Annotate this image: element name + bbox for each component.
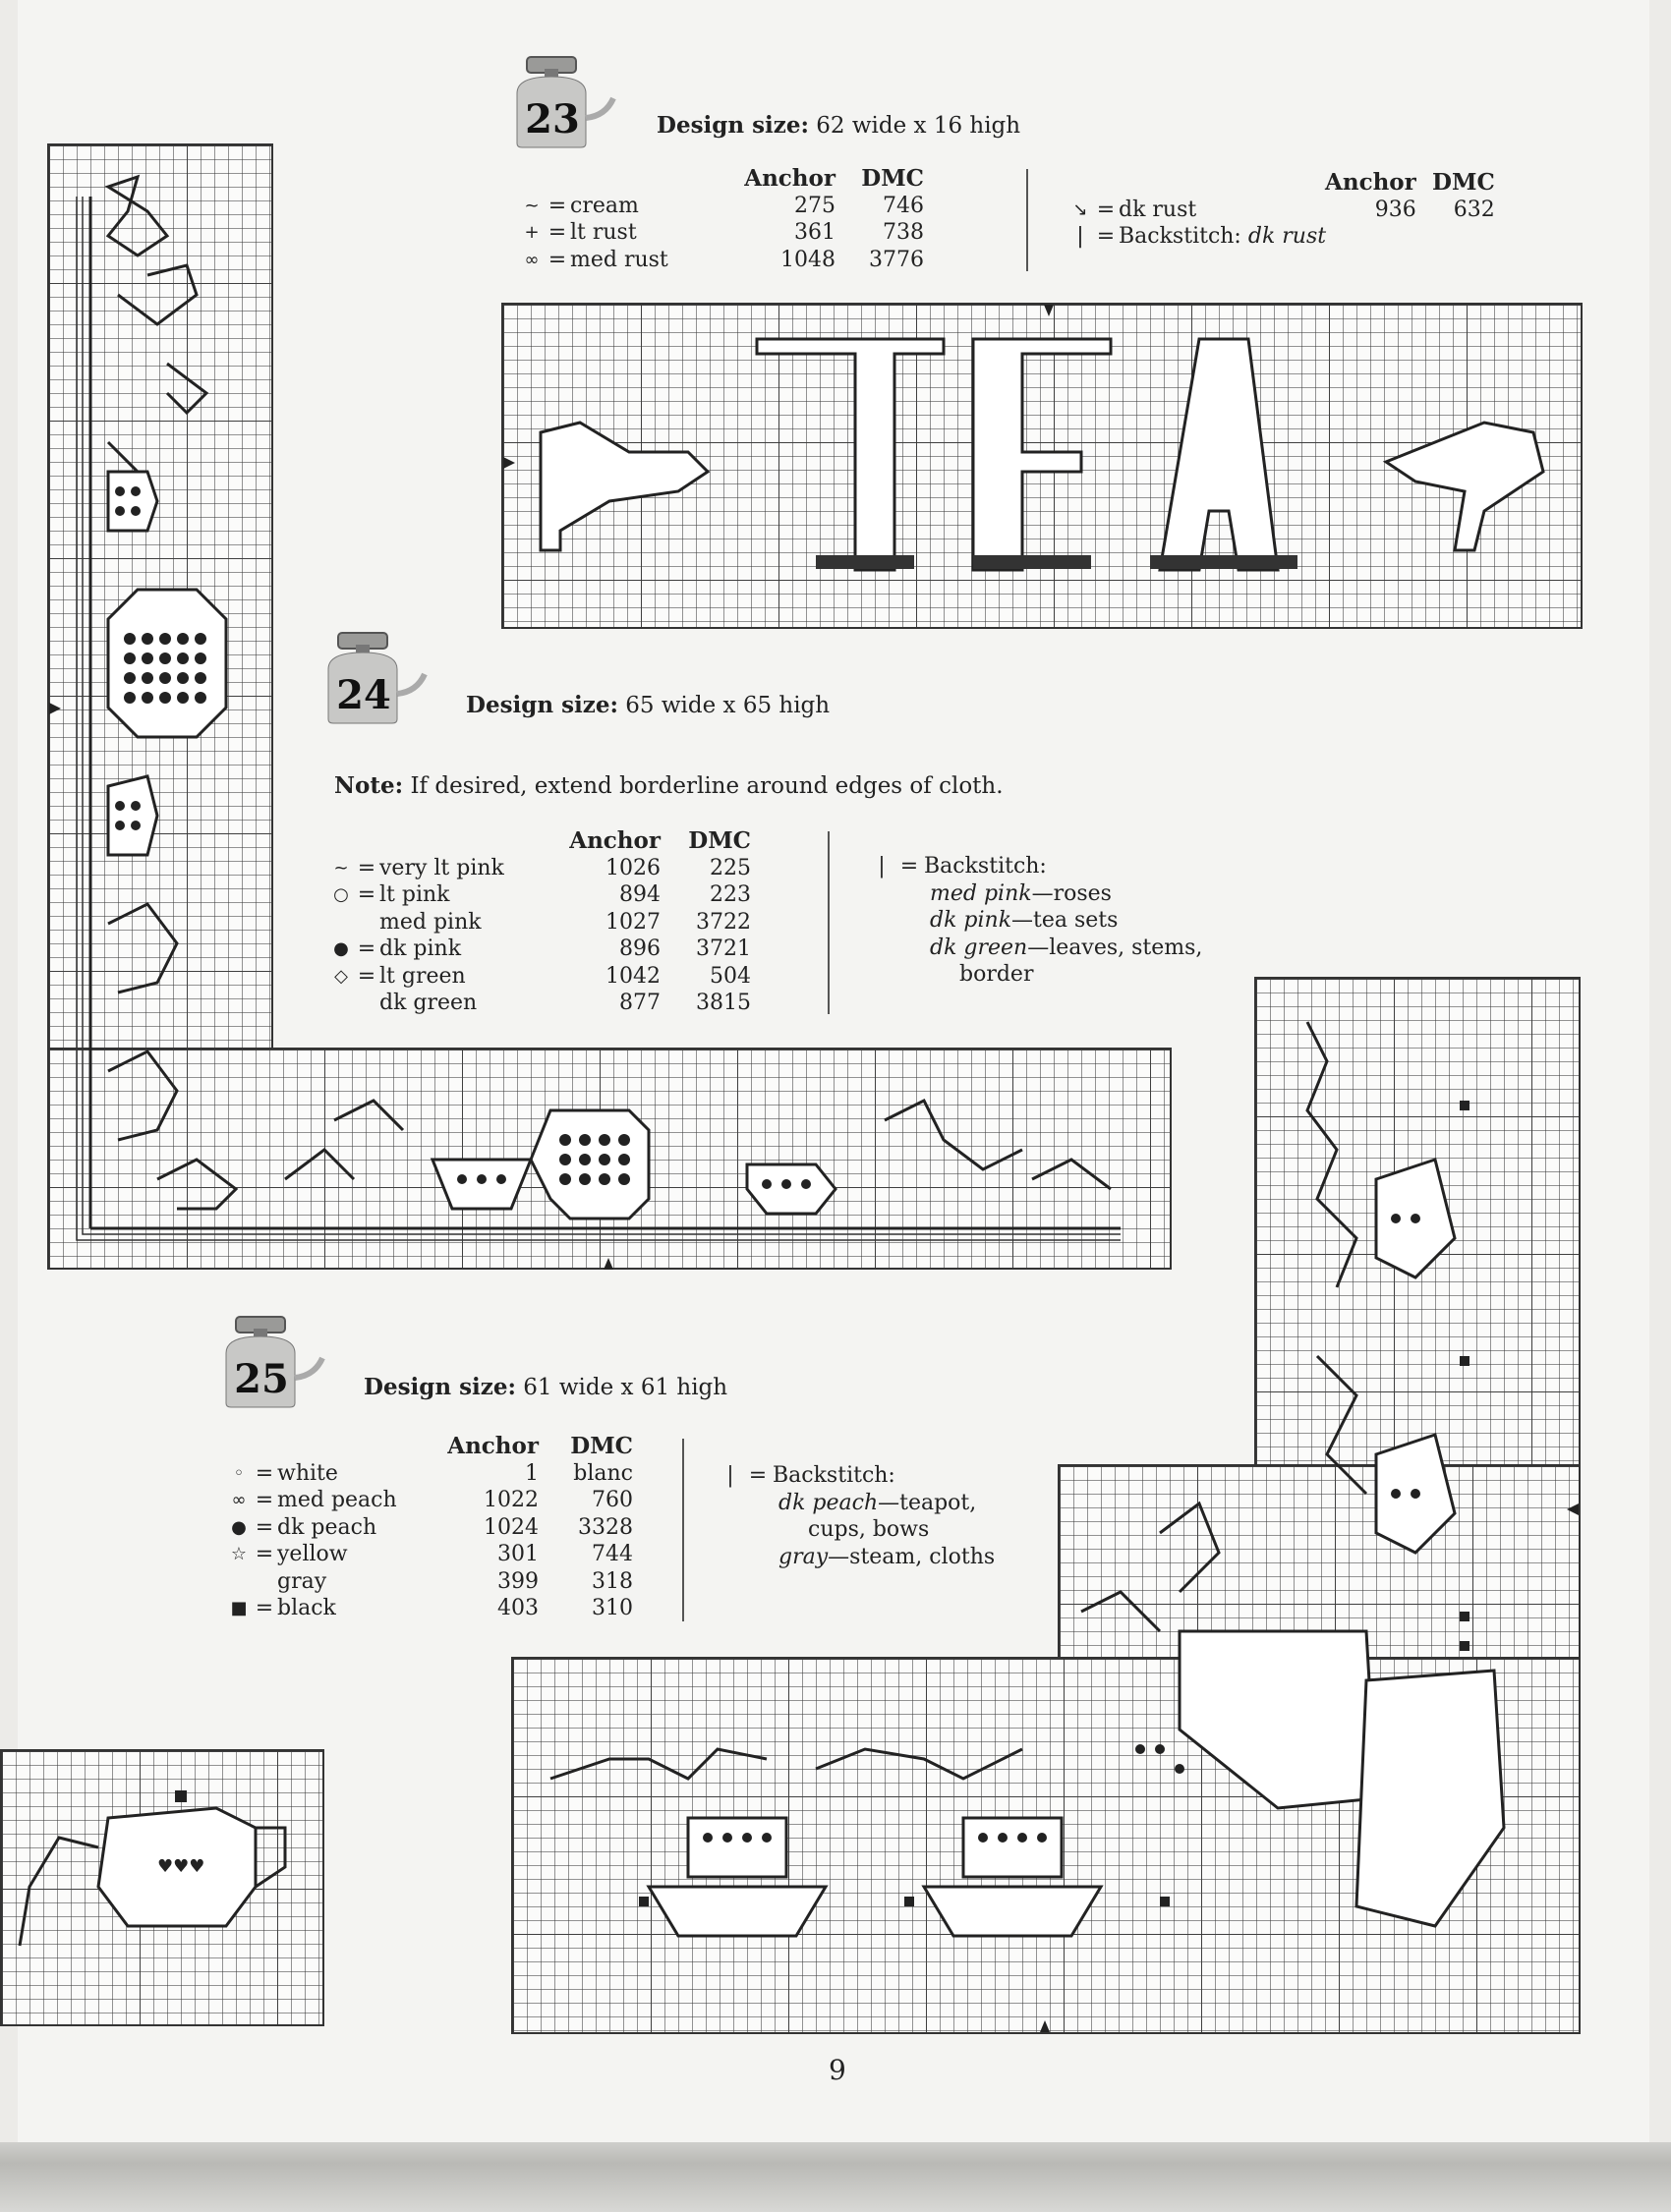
design-25-size-value: 61 wide x 61 high (523, 1375, 728, 1400)
legend-color-name: dk rust (1119, 197, 1197, 222)
legend-color-name: med rust (570, 247, 668, 272)
design-24-col-anchor: Anchor (569, 827, 661, 854)
design-24-backstitch: | = Backstitch: med pink—roses dk pink—tea sets dk green—leaves, stems, border (878, 854, 1203, 987)
legend-row (328, 909, 751, 936)
backstitch-color: gray (778, 1544, 829, 1569)
legend-row: ∞ = med rust 1048 3776 (519, 247, 924, 274)
legend-symbol: ∞ (231, 1490, 247, 1510)
legend-anchor: 361 (794, 220, 836, 245)
backstitch-color: dk peach (778, 1490, 879, 1515)
legend-symbol: ~ (333, 857, 349, 879)
page-number: 9 (829, 2054, 846, 2086)
legend-dmc: 3815 (696, 991, 751, 1015)
legend-dmc: 223 (710, 882, 751, 907)
legend-color-name: cream (570, 193, 639, 218)
design-24-legend (328, 827, 751, 1017)
legend-dmc: 746 (883, 193, 924, 218)
design-23-size-label: Design size: (657, 112, 809, 139)
design-23-col-dmc: DMC (861, 165, 924, 192)
legend-symbol: ● (333, 938, 349, 959)
legend-row-backstitch: | = Backstitch: dk rust (1076, 224, 1327, 249)
design-24-note-text: If desired, extend borderline around edges of cloth. (410, 773, 1004, 799)
legend-anchor: 1042 (605, 963, 661, 989)
design-25-divider (682, 1439, 684, 1621)
design-25-number: 25 (234, 1356, 289, 1402)
design-24-divider (828, 831, 830, 1014)
legend-color-name: dk peach (277, 1514, 377, 1540)
design-24-col-dmc: DMC (688, 827, 751, 854)
backstitch-use: —tea sets (1011, 908, 1119, 933)
legend-symbol: ○ (333, 884, 349, 905)
legend-symbol (328, 909, 354, 936)
legend-symbol: ◦ (233, 1462, 245, 1484)
legend-dmc: 738 (883, 220, 924, 245)
legend-anchor: 399 (497, 1568, 539, 1594)
legend-color-name: lt rust (570, 220, 637, 245)
design-23-col-anchor-right: Anchor (1325, 169, 1416, 196)
legend-row: ◇ = lt green 1042 504 (328, 963, 751, 991)
legend-anchor: 894 (619, 882, 661, 907)
legend-symbol: + (524, 222, 540, 243)
design-24-size-value: 65 wide x 65 high (625, 693, 831, 718)
legend-row: ∞ = med peach 1022 760 (226, 1487, 633, 1514)
backstitch-use: cups, bows (808, 1517, 930, 1542)
design-23-legend-right (1067, 169, 1495, 251)
legend-symbol (328, 990, 354, 1017)
legend-color-name: lt pink (379, 882, 450, 907)
legend-anchor: 1 (525, 1460, 539, 1486)
legend-dmc: 760 (592, 1488, 633, 1512)
legend-symbol: ■ (230, 1598, 248, 1618)
legend-dmc: 3721 (696, 936, 751, 961)
legend-anchor: 936 (1374, 197, 1416, 222)
legend-anchor: 1026 (605, 855, 661, 880)
legend-row: ■ = black 403 310 (226, 1595, 633, 1622)
legend-anchor: 1027 (605, 909, 661, 935)
legend-row: + = lt rust 361 738 (519, 219, 924, 247)
design-25-col-anchor: Anchor (447, 1433, 539, 1459)
legend-symbol: ↘ (1072, 199, 1088, 220)
design-23-backstitch-label: Backstitch: (1119, 224, 1241, 249)
legend-color-name: black (277, 1596, 336, 1620)
backstitch-use: —leaves, stems, (1027, 935, 1203, 960)
legend-anchor: 896 (619, 936, 661, 961)
design-23-number: 23 (525, 96, 580, 142)
legend-dmc: 225 (710, 855, 751, 880)
backstitch-use: border (959, 962, 1034, 987)
legend-row: ○ = lt pink 894 223 (328, 881, 751, 909)
legend-row: ● = dk peach 1024 3328 (226, 1514, 633, 1542)
legend-anchor: 1022 (484, 1488, 539, 1512)
backstitch-use: —roses (1031, 880, 1112, 906)
legend-color-name: gray (277, 1568, 327, 1594)
legend-row: ~ = very lt pink 1026 225 (328, 855, 751, 882)
legend-row: ☆ = yellow 301 744 (226, 1541, 633, 1568)
legend-anchor: 301 (497, 1542, 539, 1566)
legend-dmc: 310 (592, 1596, 633, 1620)
backstitch-color: dk green (930, 935, 1028, 960)
design-23-legend (519, 165, 924, 273)
legend-dmc: 318 (592, 1568, 633, 1594)
design-23-backstitch-value: dk rust (1247, 224, 1327, 249)
legend-row: ~ = cream 275 746 (519, 193, 924, 220)
svg-text:♥♥♥: ♥♥♥ (157, 1856, 205, 1877)
legend-row: ◦ = white 1 blanc (226, 1460, 633, 1488)
legend-color-name: med pink (379, 909, 482, 935)
legend-row (226, 1568, 633, 1596)
design-24-number: 24 (336, 672, 391, 718)
legend-symbol: ◇ (334, 965, 348, 987)
design-24-note (334, 772, 1004, 799)
legend-symbol: ☆ (230, 1544, 248, 1564)
legend-symbol: ∞ (524, 249, 540, 270)
design-23-divider (1026, 169, 1028, 271)
legend-row: ● = dk pink 896 3721 (328, 936, 751, 963)
legend-symbol: ● (231, 1516, 247, 1538)
design-25-legend (226, 1433, 633, 1622)
design-25-size (364, 1374, 727, 1400)
legend-anchor: 1024 (484, 1514, 539, 1540)
legend-dmc: blanc (573, 1460, 633, 1486)
design-25-backstitch: | = Backstitch: dk peach—teapot, cups, bows gray—steam, cloths (726, 1463, 996, 1569)
design-25-badge (216, 1309, 326, 1411)
design-24-size (466, 692, 830, 718)
legend-dmc: 3776 (869, 247, 924, 272)
legend-color-name: very lt pink (379, 855, 504, 880)
legend-color-name: lt green (379, 963, 466, 989)
legend-dmc: 504 (710, 963, 751, 989)
legend-row (328, 990, 751, 1017)
design-25-col-dmc: DMC (570, 1433, 633, 1459)
legend-anchor: 403 (497, 1596, 539, 1620)
legend-color-name: white (277, 1460, 338, 1486)
legend-color-name: yellow (277, 1542, 348, 1566)
legend-color-name: med peach (277, 1488, 397, 1512)
legend-color-name: dk pink (379, 936, 462, 961)
backstitch-color: med pink (930, 880, 1032, 906)
legend-symbol (226, 1568, 252, 1596)
legend-symbol: ~ (524, 195, 540, 216)
design-24-badge (318, 625, 429, 727)
legend-anchor: 877 (619, 991, 661, 1015)
legend-row: ↘ = dk rust 936 632 (1067, 197, 1495, 224)
backstitch-color: dk pink (930, 908, 1012, 933)
design-23-col-anchor: Anchor (744, 165, 836, 192)
legend-anchor: 275 (794, 193, 836, 218)
design-23-col-dmc-right: DMC (1432, 169, 1495, 196)
legend-dmc: 632 (1453, 197, 1495, 222)
backstitch-use: —steam, cloths (828, 1544, 996, 1569)
design-23-size-value: 62 wide x 16 high (816, 113, 1021, 139)
legend-color-name: dk green (379, 991, 478, 1015)
design-25-backstitch-label: Backstitch: (773, 1463, 895, 1488)
legend-dmc: 744 (592, 1542, 633, 1566)
design-25-size-label: Design size: (364, 1374, 516, 1400)
legend-anchor: 1048 (780, 247, 836, 272)
design-23-badge (507, 49, 617, 151)
legend-dmc: 3722 (696, 909, 751, 935)
design-24-note-label: Note: (334, 772, 404, 799)
design-24-backstitch-label: Backstitch: (924, 854, 1047, 879)
backstitch-use: —teapot, (878, 1490, 977, 1515)
design-23-size (657, 112, 1020, 139)
legend-dmc: 3328 (578, 1514, 633, 1540)
design-24-size-label: Design size: (466, 692, 618, 718)
